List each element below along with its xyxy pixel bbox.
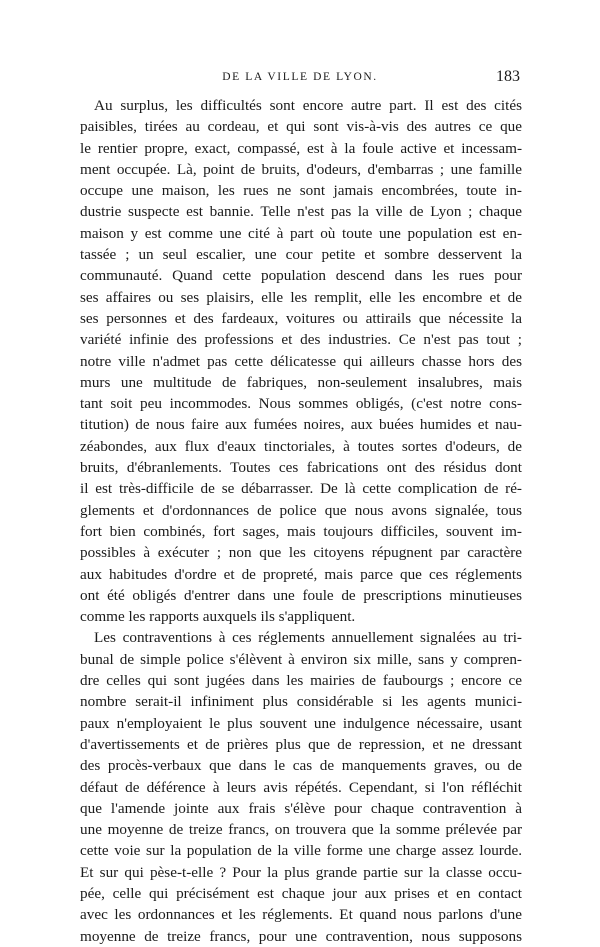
text-line: que l'amende jointe aux frais s'élève pour chaque contravention à — [80, 799, 522, 817]
text-line: Les contraventions à ces réglements annuellement signalées au tri- — [94, 629, 522, 647]
text-line: nombre serait-il infiniment plus considérable si les agents munici- — [80, 693, 522, 711]
text-line: occupe une maison, les rues ne sont jamais encombrées, toute in- — [80, 182, 522, 200]
text-line: cette voie sur la population de la ville forme une charge assez lourde. — [80, 842, 522, 860]
text-line: défaut de déférence à leurs avis répétés. Cependant, si l'on réfléchit — [80, 778, 522, 796]
text-line: paisibles, tirées au cordeau, et qui sont vis-à-vis des autres ce que — [80, 118, 522, 136]
text-line: ont été obligés d'entrer dans une foule de prescriptions minutieuses — [80, 586, 522, 604]
text-line: des procès-verbaux que dans le cas de manquements graves, ou de — [80, 757, 522, 775]
text-line: avec les ordonnances et les réglements. Et quand nous parlons d'une — [80, 906, 522, 924]
text-line: tassée ; un seul escalier, une cour petite et sombre desservent la — [80, 246, 522, 264]
text-line: notre ville n'admet pas cette délicatesse qui ailleurs chasse hors des — [80, 352, 522, 370]
text-line: comme les rapports auxquels ils s'appliquent. — [80, 608, 356, 626]
text-line: titution) de nous faire aux fumées noires, aux buées humides et nau- — [80, 416, 522, 434]
text-line: dre celles qui sont jugées dans les mairies de faubourgs ; encore ce — [80, 672, 522, 690]
text-line: tant soit peu incommodes. Nous sommes obligés, (c'est notre cons- — [80, 395, 522, 413]
text-line: fort bien combinés, fort sages, mais toujours difficiles, souvent im- — [80, 522, 522, 540]
text-line: il est très-difficile de se débarrasser. De là cette complication de ré- — [80, 480, 522, 498]
text-line: bruits, d'ébranlements. Toutes ces fabrications ont des résidus dont — [80, 459, 522, 477]
text-line: bunal de simple police s'élèvent à environ six mille, sans y compren- — [80, 650, 522, 668]
running-title: DE LA VILLE DE LYON. — [222, 71, 378, 83]
text-line: ment occupée. Là, point de bruits, d'odeurs, d'embarras ; une famille — [80, 160, 522, 178]
text-line: ses affaires ou ses plaisirs, elle les remplit, elle les encombre et de — [80, 288, 522, 306]
text-line: possibles à exécuter ; non que les citoyens répugnent par caractère — [80, 544, 522, 562]
text-line: ses personnes et des fardeaux, voitures ou attirails que nécessite la — [80, 309, 522, 327]
text-line: aux habitudes d'ordre et de propreté, mais parce que ces réglements — [80, 565, 522, 583]
body-text — [80, 95, 522, 947]
text-line: une moyenne de treize francs, on trouvera que la somme prélevée par — [80, 821, 522, 839]
page-number: 183 — [496, 68, 520, 85]
text-line: maison y est comme une cité à part où toute une population est en- — [80, 224, 522, 242]
text-line: d'avertissements et de prières plus que de repression, et ne dressant — [80, 735, 522, 753]
text-line: moyenne de treize francs, pour une contravention, nous supposons — [80, 927, 522, 945]
running-head — [80, 68, 520, 88]
text-line: communauté. Quand cette population descend dans les rues pour — [80, 267, 522, 285]
text-line: Et sur qui pèse-t-elle ? Pour la plus grande partie sur la classe occu- — [80, 863, 522, 881]
text-line: paux n'employaient le plus souvent une indulgence nécessaire, usant — [80, 714, 522, 732]
text-line: pée, celle qui précisément est chaque jour aux prises et en contact — [80, 884, 522, 902]
text-line: Au surplus, les difficultés sont encore autre part. Il est des cités — [94, 97, 522, 114]
text-line: le rentier propre, exact, compassé, est à la foule active et incessam- — [80, 139, 522, 157]
text-line: dustrie suspecte est bannie. Telle n'est pas la ville de Lyon ; chaque — [80, 203, 522, 221]
text-line: murs une multitude de fabriques, non-seulement insalubres, mais — [80, 373, 522, 391]
paragraph-2 — [80, 627, 522, 946]
paragraph-1 — [80, 95, 522, 627]
text-line: glements et d'ordonnances de police que nous avons signalée, tous — [80, 501, 522, 519]
text-line: variété infinie des professions et des industries. Ce n'est pas tout ; — [80, 331, 522, 349]
text-line: zéabondes, aux flux d'eaux tinctoriales, à toutes sortes d'odeurs, de — [80, 437, 522, 455]
